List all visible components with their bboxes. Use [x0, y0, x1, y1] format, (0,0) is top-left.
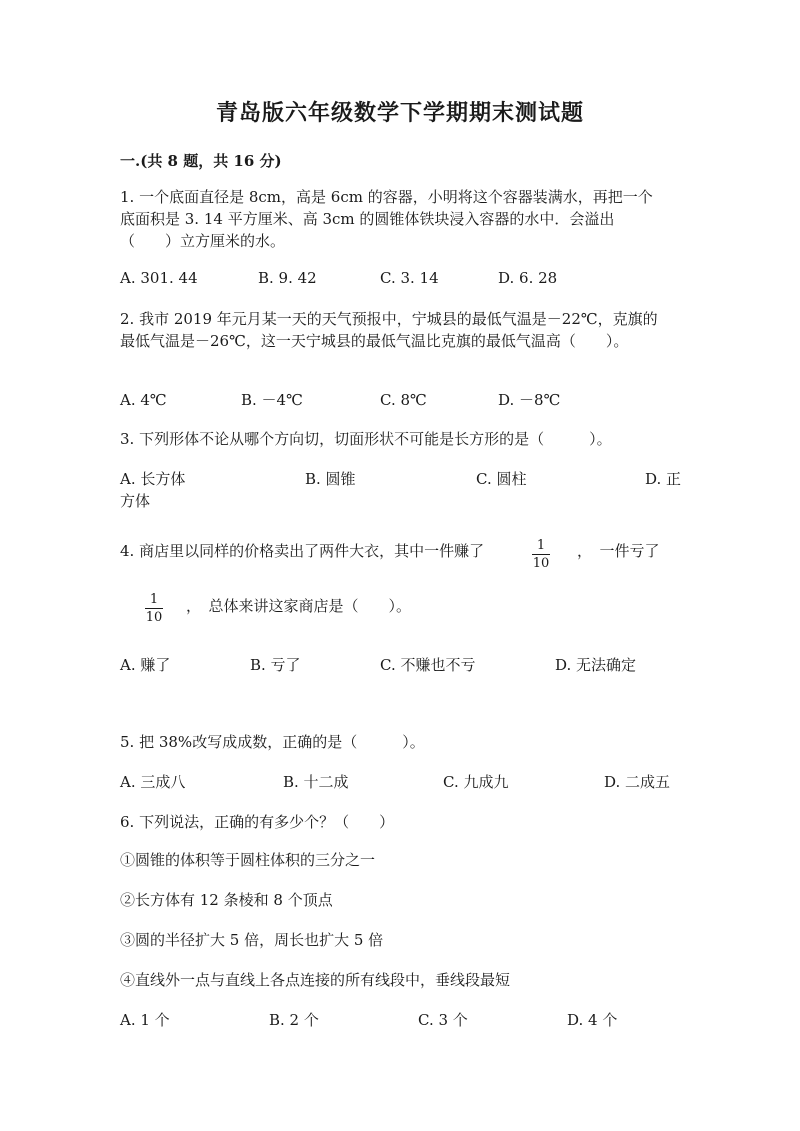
statement-1: ①圆锥的体积等于圆柱体积的三分之一 — [120, 851, 376, 869]
question-6 — [120, 811, 680, 833]
option-d: D. 6. 28 — [498, 269, 558, 287]
statement-2: ②长方体有 12 条棱和 8 个顶点 — [120, 891, 333, 909]
option-b: B. 2 个 — [269, 1011, 319, 1029]
option-d: D. 二成五 — [604, 773, 671, 791]
option-b: B. 圆锥 — [305, 470, 356, 488]
option-c: C. 3 个 — [418, 1011, 468, 1029]
option-c: C. 九成九 — [443, 773, 509, 791]
option-b: B. －4℃ — [241, 391, 303, 409]
fraction-denominator: 10 — [532, 556, 550, 571]
option-d-wrap: 方体 — [120, 492, 151, 510]
option-c: C. 圆柱 — [476, 470, 527, 488]
option-a: A. 长方体 — [120, 470, 186, 488]
question-text-line: 最低气温是－26℃，这一天宁城县的最低气温比克旗的最低气温高（ ）。 — [120, 332, 629, 350]
option-a: A. 1 个 — [120, 1011, 170, 1029]
option-a: A. 三成八 — [120, 773, 186, 791]
question-3 — [120, 428, 680, 450]
fraction-numerator: 1 — [149, 592, 159, 607]
question-text-line: （ ）立方厘米的水。 — [120, 232, 286, 250]
question-5 — [120, 731, 680, 753]
question-text-line: 1. 一个底面直径是 8cm，高是 6cm 的容器，小明将这个容器装满水，再把一个 — [120, 188, 653, 206]
fraction-bar — [532, 554, 550, 555]
question-4-text: ， 总体来讲这家商店是（ ）。 — [186, 597, 412, 615]
fraction-denominator: 10 — [145, 610, 163, 625]
question-1 — [120, 186, 680, 252]
fraction — [530, 538, 552, 571]
option-b: B. 十二成 — [283, 773, 349, 791]
statement-4: ④直线外一点与直线上各点连接的所有线段中，垂线段最短 — [120, 971, 511, 989]
fraction — [143, 592, 165, 625]
section-heading: 一.(共 8 题，共 16 分) — [120, 152, 282, 170]
statement-3: ③圆的半径扩大 5 倍，周长也扩大 5 倍 — [120, 931, 384, 949]
option-b: B. 亏了 — [250, 656, 301, 674]
page-title: 青岛版六年级数学下学期期末测试题 — [215, 100, 584, 126]
question-text-line: 2. 我市 2019 年元月某一天的天气预报中，宁城县的最低气温是－22℃，克旗的 — [120, 310, 658, 328]
question-4-text: ， 一件亏了 — [577, 542, 660, 560]
question-text-line: 6. 下列说法，正确的有多少个？（ ） — [120, 813, 395, 831]
option-b: B. 9. 42 — [258, 269, 317, 287]
fraction-bar — [145, 608, 163, 609]
option-d: D. 4 个 — [567, 1011, 618, 1029]
option-c: C. 不赚也不亏 — [380, 656, 476, 674]
option-a: A. 赚了 — [120, 656, 171, 674]
question-4-text: 4. 商店里以同样的价格卖出了两件大衣，其中一件赚了 — [120, 542, 485, 560]
option-d: D. 无法确定 — [555, 656, 637, 674]
fraction-numerator: 1 — [536, 538, 546, 553]
question-text-line: 底面积是 3. 14 平方厘米、高 3cm 的圆锥体铁块浸入容器的水中．会溢出 — [120, 210, 615, 228]
question-text-line: 3. 下列形体不论从哪个方向切，切面形状不可能是长方形的是（ ）。 — [120, 430, 612, 448]
option-c: C. 3. 14 — [380, 269, 439, 287]
question-text-line: 5. 把 38%改写成成数，正确的是（ ）。 — [120, 733, 425, 751]
option-d: D. 正 — [645, 470, 682, 488]
option-a: A. 4℃ — [120, 391, 167, 409]
option-a: A. 301. 44 — [120, 269, 198, 287]
question-2 — [120, 308, 680, 352]
option-d: D. －8℃ — [498, 391, 561, 409]
option-c: C. 8℃ — [380, 391, 427, 409]
